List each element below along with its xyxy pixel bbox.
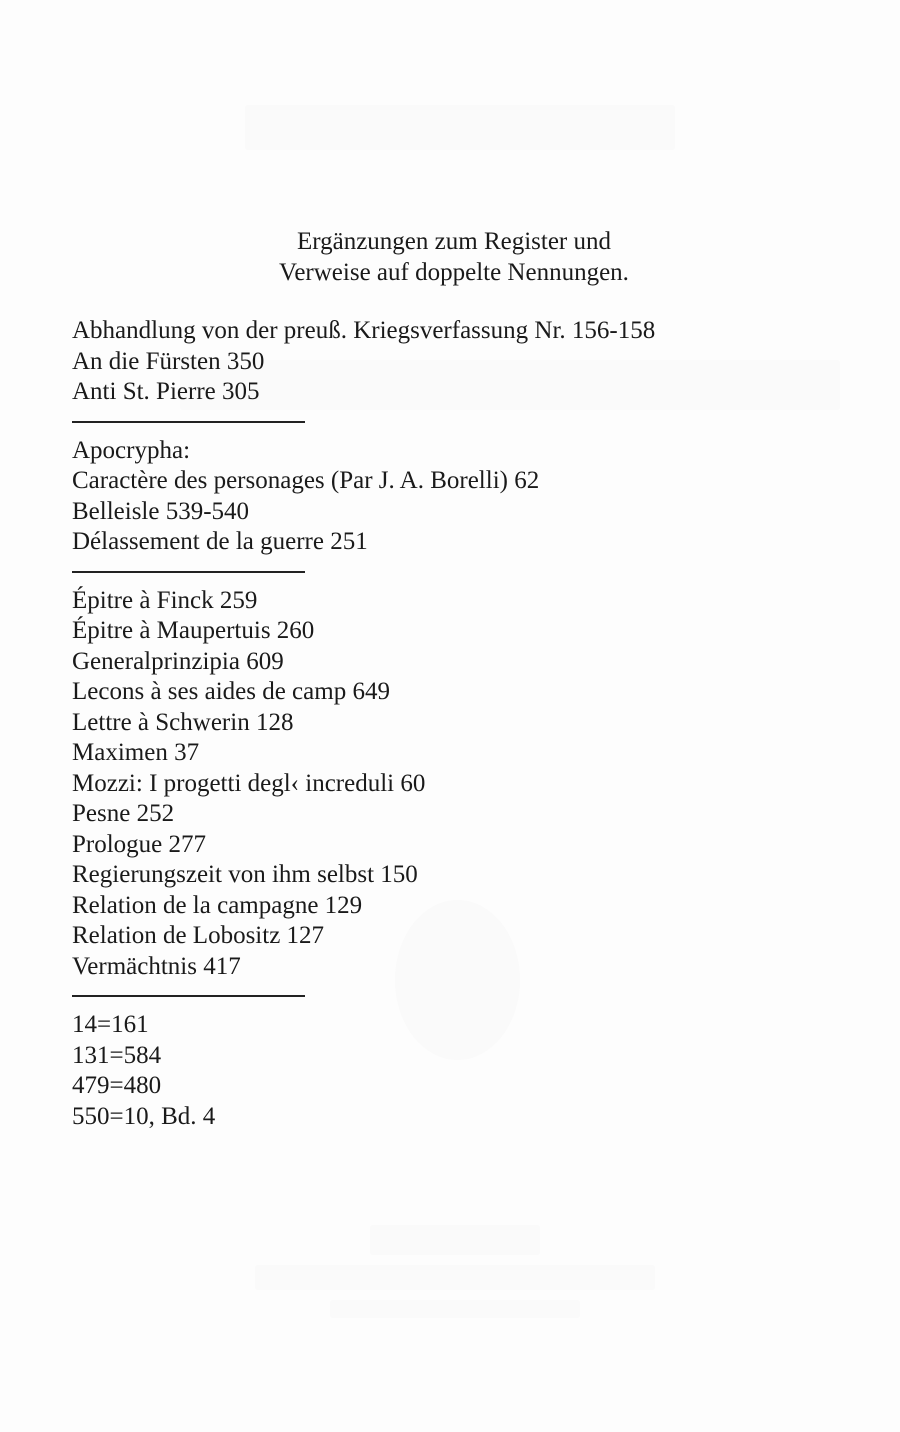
section-divider xyxy=(72,995,305,997)
section-divider xyxy=(72,571,305,573)
list-item: Épitre à Maupertuis 260 xyxy=(72,617,315,644)
section-divider xyxy=(72,421,305,423)
list-item: Épitre à Finck 259 xyxy=(72,586,258,614)
list-item: Lecons à ses aides de camp 649 xyxy=(72,678,390,705)
list-item: Maximen 37 xyxy=(72,739,200,766)
list-item: 14=161 xyxy=(72,1011,149,1038)
heading-line-2: Verweise auf doppelte Nennungen. xyxy=(279,259,629,286)
show-through-imprint-3 xyxy=(330,1300,580,1318)
show-through-imprint-2 xyxy=(255,1265,655,1290)
list-item: Lettre à Schwerin 128 xyxy=(72,708,294,736)
entry-group-apocrypha xyxy=(72,436,852,558)
list-item: An die Fürsten 350 xyxy=(72,347,265,375)
list-item: Pesne 252 xyxy=(72,800,175,827)
list-item: Regierungszeit von ihm selbst 150 xyxy=(72,861,418,888)
register-entries xyxy=(72,316,852,1132)
list-item: Relation de Lobositz 127 xyxy=(72,922,325,949)
list-item: 550=10, Bd. 4 xyxy=(72,1102,216,1130)
list-item: 479=480 xyxy=(72,1072,162,1099)
list-item: Délassement de la guerre 251 xyxy=(72,528,368,555)
show-through-title xyxy=(245,105,675,150)
list-item: Mozzi: I progetti degl‹ increduli 60 xyxy=(72,769,426,797)
entry-group-cross-references xyxy=(72,1010,852,1132)
heading-line-1: Ergänzungen zum Register und xyxy=(296,228,612,255)
show-through-imprint-1 xyxy=(370,1225,540,1255)
list-item: Vermächtnis 417 xyxy=(72,952,241,980)
entry-group-works xyxy=(72,586,852,983)
list-item: Anti St. Pierre 305 xyxy=(72,378,260,405)
list-item: Abhandlung von der preuß. Kriegsverfassung Nr. 156-158 xyxy=(72,317,656,344)
list-item: Caractère des personages (Par J. A. Borelli) 62 xyxy=(72,467,540,494)
list-item: Generalprinzipia 609 xyxy=(72,647,284,675)
entry-group-main xyxy=(72,316,852,408)
page-heading xyxy=(0,226,900,288)
list-item: 131=584 xyxy=(72,1041,162,1069)
list-item: Relation de la campagne 129 xyxy=(72,891,363,919)
list-item: Prologue 277 xyxy=(72,830,207,858)
list-item: Apocrypha: xyxy=(72,436,191,464)
list-item: Belleisle 539-540 xyxy=(72,497,250,525)
